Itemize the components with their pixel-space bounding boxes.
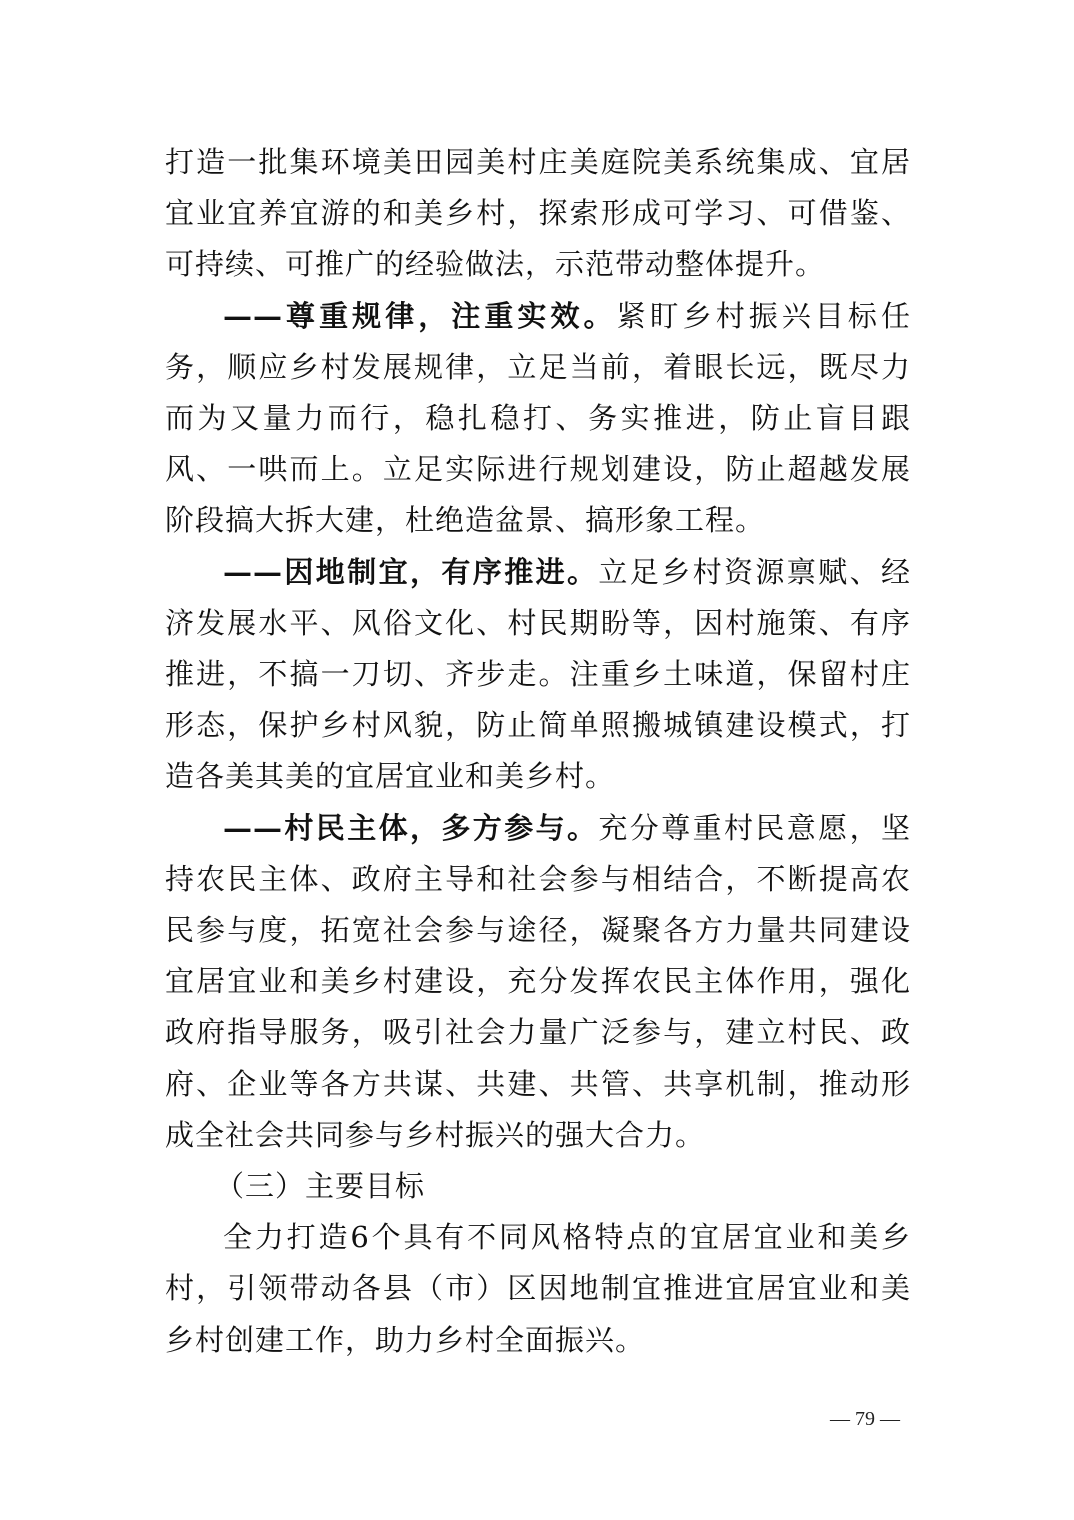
paragraph-text: 立足乡村资源禀赋、经济发展水平、风俗文化、村民期盼等，因村施策、有序推进，不搞一刀切、齐步走。注重乡土味道，保留村庄形态，保护乡村风貌，防止简单照搬城镇建设模式，打造各美其美的宜居宜业和美乡村。 — [165, 554, 911, 794]
paragraph-respect-laws — [165, 291, 911, 547]
paragraph-lead: ——村民主体，多方参与。 — [223, 810, 599, 845]
document-body — [165, 137, 911, 1366]
paragraph-villagers-subject — [165, 803, 911, 1161]
section-heading: （三）主要目标 — [215, 1169, 426, 1204]
paragraph-lead: ——尊重规律，注重实效。 — [223, 298, 617, 333]
paragraph-1: 打造一批集环境美田园美村庄美庭院美系统集成、宜居宜业宜养宜游的和美乡村，探索形成可学习、可借鉴、可持续、可推广的经验做法，示范带动整体提升。 — [165, 145, 911, 282]
paragraph-lead: ——因地制宜，有序推进。 — [223, 554, 599, 589]
paragraph-local-conditions — [165, 547, 911, 803]
page-number: — 79 — — [830, 1408, 900, 1430]
paragraph-main-goal: 全力打造6个具有不同风格特点的宜居宜业和美乡村，引领带动各县（市）区因地制宜推进宜居宜业和美乡村创建工作，助力乡村全面振兴。 — [165, 1220, 911, 1357]
paragraph-text: 紧盯乡村振兴目标任务，顺应乡村发展规律，立足当前，着眼长远，既尽力而为又量力而行，稳扎稳打、务实推进，防止盲目跟风、一哄而上。立足实际进行规划建设，防止超越发展阶段搞大拆大建，杜绝造盆景、搞形象工程。 — [165, 298, 911, 538]
paragraph-text: 充分尊重村民意愿，坚持农民主体、政府主导和社会参与相结合，不断提高农民参与度，拓宽社会参与途径，凝聚各方力量共同建设宜居宜业和美乡村建设，充分发挥农民主体作用，强化政府指导服务，吸引社会力量广泛参与，建立村民、政府、企业等各方共谋、共建、共管、共享机制，推动形成全社会共同参与乡村振兴的强大合力。 — [165, 810, 911, 1152]
